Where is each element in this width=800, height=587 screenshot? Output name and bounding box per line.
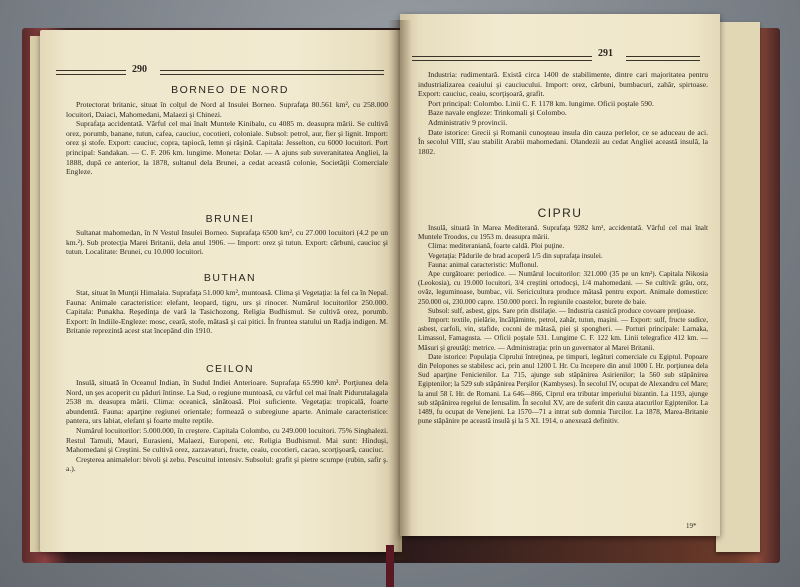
left-page [40, 30, 402, 552]
paragraph: Clima: mediteraniană, foarte caldă. Ploi puţine. [428, 242, 565, 251]
bookmark-ribbon [386, 545, 394, 587]
paragraph: Stat, situat în Munţii Himalaia. Suprafaţa 51.000 km², muntoasă. Clima şi Vegetaţia: la fel ca în Nepal. Fauna: Animale caracteristice: elefant, leopard, tigru, urs şi rinocer. Numărul locuitorilor 250.000. Capitala: Punakha. Reşedinţa de vară la Tasichozong. Religia Budhismul. Se cultivă orez, porumb. Export: în Indiile-Engleze: mosc, ceară, stofe, mătasă şi cai pitici. În fruntea statului un Radja indigen. M. Britanie reprezintă acest stat începând din 1910. [66, 288, 388, 336]
section-body [66, 228, 388, 257]
paragraph: Fauna: animal caracteristic: Muflonul. [428, 260, 539, 269]
section-heading: BORNEO DE NORD [171, 84, 289, 96]
paragraph: Vegetaţia: Pădurile de brad acoperă 1/5 din suprafaţa insulei. [428, 251, 603, 260]
continued-text [418, 70, 708, 156]
paragraph: Date istorice: Grecii şi Romanii cunoşteau insula din cauza perlelor, ce se aduceau de aci. În secolul VIII, s'au stabilit Arabii mahomedani. Olandezii au cedat Angliei această insulă, la 1802. [418, 127, 708, 156]
paragraph: Industria: rudimentară. Există circa 1400 de stabilimente, dintre cari majoritatea pentru industrializarea ceaiului şi cauciucului. Import: orez, cărbuni, bumbacuri, zahăr, spirtoase. Export: cauciuc, ceaiu, scorţişoară, grafit. [418, 70, 708, 99]
paragraph: Insulă, situată în Marea Mediterană. Suprafaţa 9282 km², accidentată. Vârful cel mai înalt Muntele Troodos, cu 1953 m. deasupra mării. [418, 224, 708, 242]
paragraph: Insulă, situată în Oceanul Indian, în Sudul Indiei Anterioare. Suprafaţa 65.990 km². Porţiunea dela Nord, un şes acoperit cu păduri întinse. La Sud, o regiune muntoasă, cu vârful cel mai înalt Pidurutalagala 2538 m. deasupra mării. Clima: oceanică, sănătoasă. Ploi suficiente. Vegetaţia: tropicală, foarte abundentă. Fauna: aparţine regiunei orientale; formează o subregiune aparte. Animale caracteristice: pantera, urs labiat, elefant şi foarte multe reptile. [66, 378, 389, 426]
right-page-stack [716, 22, 760, 552]
section-body [66, 378, 388, 474]
paragraph: Date istorice: Populaţia Ciprului întreţinea, pe timpuri, legături comerciale cu Egiptul. Popoare din Pelopones se stabilesc aci, prin anul 1200 î. Hr. Cu începere din anul 1000 î. Hr. porţiunea dela Sud aparţine Fenicienilor. La 715, ajunge sub stăpânirea Asirienilor; la 560 sub stăpânirea Egiptenilor; la 529 sub stăpânirea Perşilor (Kambyses). În secolul IV, ocupat de Alexandru cel Mare; la anul 58 î. Hr. de Romani. La 646—866, Ciprul era tributar imperiului bizantin. La 1193, ajunge sub stăpânirea regelui de Ierusalim. În secolul XV, are de suferit din cauza atacurilor Egiptenilor. La 1489, fu ocupat de Venejieni. La 1570—71 a intrat sub domnia Turcilor. La 1878, Marea-Britanie pune stăpânire pe această insulă şi la 5 XI. 1914, o anexează definitiv. [418, 352, 708, 426]
page-number: 291 [598, 48, 613, 59]
paragraph: Protectorat britanic, situat în colţul de Nord al Insulei Borneo. Suprafaţa 80.561 km², cu 258.000 locuitori, Daiaci, Mahomedani, Malaezi şi Chinezi. [66, 100, 388, 119]
paragraph: Creşterea animalelor: bivoli şi zebu. Pescuitul intensiv. Subsolul: grafit şi pietre scumpe (rubin, safir ş. a.). [66, 454, 388, 474]
section-body [66, 100, 388, 177]
paragraph: Import: textile, pielărie, încălţăminte, petrol, zahăr, tutun, maşini. — Export: sulf, fructe sudice, asbest, carfoli, vin, stafide, coconi de mătasă, piei şi spongheri. — Porturi principale: Larnaka, Limassol, Famagusta. — Oficii poştale 531. Lungime C. F. 122 km. Linii telegrafice 412 km. — Măsuri şi greutăţi: metrice. — Administraţia: prin un guvernator al Marei Britanii. [418, 316, 708, 352]
section-heading: CIPRU [537, 206, 583, 220]
paragraph: Subsol: sulf, asbest, gips. Sare prin distilaţie. — Industria casnică produce covoare preţioase. [428, 306, 696, 315]
section-body [66, 288, 388, 336]
header-rule-right [626, 56, 700, 61]
signature-mark: 19* [686, 522, 697, 530]
page-number: 290 [132, 64, 147, 75]
paragraph: Numărul locuitorilor: 5.000.000, în creştere. Capitala Colombo, cu 249.000 locuitori. 75% Singhalezi. Restul Tamuli, Mauri, Eurasieni, Malaezi, Europeni, etc. Religia Budhismul. Mai sunt: Hinduşi, Mahomedani şi Creştini. Se cultivă orez, zarzavaturi, fructe, ceaiu, cocotieri, cacao, scorţişoară, cauciuc. [66, 425, 388, 455]
paragraph: Suprafaţa accidentată. Vârful cel mai înalt Muntele Kinibalu, cu 4085 m. deasupra mării. Se cultivă orez, porumb, banane, tutun, cafea, cauciuc, cocotieri, coloniale. Subsol: petrol, aur, fier şi lignit. Import: orez şi stofe. Export: cauciuc, copra, tapiocă, lemn şi răşină. Capitala: Jesselton, cu 6000 locuitori. Port principal: Sandakan. — C. F. 206 km. lungime. Moneta: Dolar. — A ajuns sub suveranitatea Angliei, la 1888, după ce anterior, la 1878, sultanul dela Brunei, a cedat această colonie, Societăţii Comerciale Engleze. [66, 119, 388, 177]
section-heading: BRUNEI [205, 213, 255, 225]
header-rule-left [412, 56, 592, 61]
section-heading: CEILON [205, 363, 255, 375]
book-gutter [388, 20, 412, 560]
header-rule-right [160, 70, 384, 75]
paragraph: Baze navale engleze: Trinkomali şi Colombo. [428, 108, 567, 118]
paragraph: Sultanat mahomedan, în N Vestul Insulei Borneo. Suprafaţa 6500 km², cu 27.000 locuitori (4.2 pe un km.²). Sub protecţia Marei Britanii, dela anul 1906. — Import: orez şi tutun. Export: cărbuni, cauciuc şi tutun. Localitate: Brunei, cu 10.000 locuitori. [66, 228, 388, 257]
paragraph: Administrativ 9 provincii. [428, 117, 508, 127]
section-body [418, 224, 708, 426]
right-page [400, 14, 720, 536]
header-rule-left [56, 70, 126, 75]
paragraph: Ape curgătoare: periodice. — Numărul locuitorilor: 321.000 (35 pe un km²). Capitala Nikosia (Leokosia), cu 19.000 locuitori, 3/4 creştini ortodocşi, 1/4 mahomedani. — Se cultivă: grâu, orz, ovăz, leguminoase, bumbac, vii. Sericicultura produce mătasă pentru export. Animale domestice: 250.000 oi, 230.000 capre. 150.000 porci. În regiunile coastelor, burete de baie. [418, 270, 708, 306]
section-heading: BUTHAN [203, 272, 257, 284]
paragraph: Port principal: Colombo. Linii C. F. 1178 km. lungime. Oficii poştale 590. [428, 98, 654, 108]
